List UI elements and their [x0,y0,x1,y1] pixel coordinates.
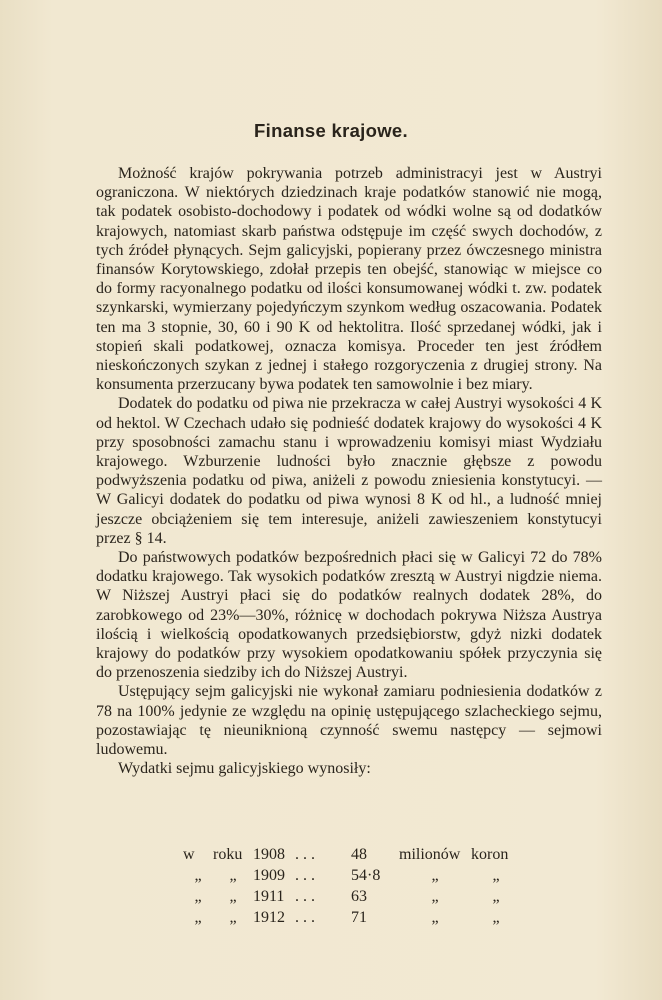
year-cell: 1912 [253,909,285,926]
roku-cell: „ [229,909,237,926]
section-title: Finanse krajowe. [254,120,408,141]
unit-cell: „ [431,867,439,884]
unit-cell: „ [431,909,439,926]
expenses-row [183,909,521,930]
unit-cell: „ [431,888,439,905]
expenses-row [183,846,521,867]
leader-dots: . . . [295,909,315,926]
prefix-cell: w [183,846,195,863]
paragraph-5: Wydatki sejmu galicyjskiego wynosiły: [118,760,371,778]
prefix-cell: „ [194,888,202,905]
prefix-cell: „ [194,867,202,884]
unit-cell: milionów [399,846,461,863]
value-cell: 48 [351,846,367,863]
prefix-cell: „ [194,909,202,926]
leader-dots: . . . [295,867,315,884]
expenses-row [183,867,521,888]
body-text [96,164,602,779]
currency-cell: „ [492,867,500,884]
currency-cell: „ [492,888,500,905]
expenses-table [183,846,521,930]
currency-cell: koron [471,846,509,863]
expenses-row [183,888,521,909]
value-cell: 71 [351,909,367,926]
paragraph-3: Do państwowych podatków bezpośrednich płaci się w Galicyi 72 do 78% dodatku krajowego. Tak wysokich podatków zresztą w Austryi nigdzie niema. W Niższej Austryi płaci się do podatków realnych dodatek 28%, do zarobkowego od 23%—30%, różnicę w dochodach pokrywa Niższa Austrya ilością i wielkością opodatkowanych przedsiębiorstw, gdyż nizki dodatek krajowy do podatków przy wysokiem opodatkowaniu spółek przyczynia się do przenoszenia siedziby ich do Niższej Austryi. [96,549,602,682]
year-cell: 1908 [253,846,285,863]
paragraph-4: Ustępujący sejm galicyjski nie wykonał zamiaru podniesienia dodatków z 78 na 100% jedynie ze względu na opinię ustępującego szlacheckiego sejmu, pozostawiając tę nieuniknioną czynność swemu następcy — sejmowi ludowemu. [96,683,602,759]
roku-cell: „ [229,867,237,884]
roku-cell: roku [213,846,243,863]
year-cell: 1911 [253,888,285,905]
leader-dots: . . . [295,846,315,863]
roku-cell: „ [229,888,237,905]
leader-dots: . . . [295,888,315,905]
currency-cell: „ [492,909,500,926]
paragraph-1: Możność krajów pokrywania potrzeb administracyi jest w Austryi ograniczona. W niektórych dziedzinach kraje podatków stanowić nie mogą, tak podatek osobisto-dochodowy i podatek od wódki wolne są od dodatków krajowych, natomiast skarb państwa odstępuje im część swych dochodów, z tych źródeł płynących. Sejm galicyjski, popierany przez ówczesnego ministra finansów Korytowskiego, zdołał przepis ten obejść, stanowiąc w miejsce co do formy racyonalnego podatku od ilości konsumowanej wódki t. zw. podatek szynkarski, wymierzany pojedyńczym szynkom według oszacowania. Podatek ten ma 3 stopnie, 30, 60 i 90 K od hektolitra. Ilość sprzedanej wódki, jak i stopień skali podatkowej, oznacza komisya. Proceder ten jest źródłem nieskończonych szykan z jednej i stałego rozgoryczenia z drugiej strony. Na konsumenta przerzucany bywa podatek ten samowolnie i bez miary. [96,165,602,394]
year-cell: 1909 [253,867,285,884]
value-cell: 54·8 [351,867,381,884]
value-cell: 63 [351,888,367,905]
paragraph-2: Dodatek do podatku od piwa nie przekracza w całej Austryi wysokości 4 K od hektol. W Czechach udało się podnieść dodatek krajowy do wysokości 4 K przy sposobności zamachu stanu i wprowadzeniu komisyi miast Wydziału krajowego. Wzburzenie ludności było znacznie głębsze z powodu podwyższenia podatku od piwa, aniżeli z powodu zniesienia konstytucyi. — W Galicyi dodatek do podatku od piwa wynosi 8 K od hl., a ludność mniej jeszcze obciążeniem się tem interesuje, aniżeli zawieszeniem konstytucyi przez § 14. [96,395,602,547]
